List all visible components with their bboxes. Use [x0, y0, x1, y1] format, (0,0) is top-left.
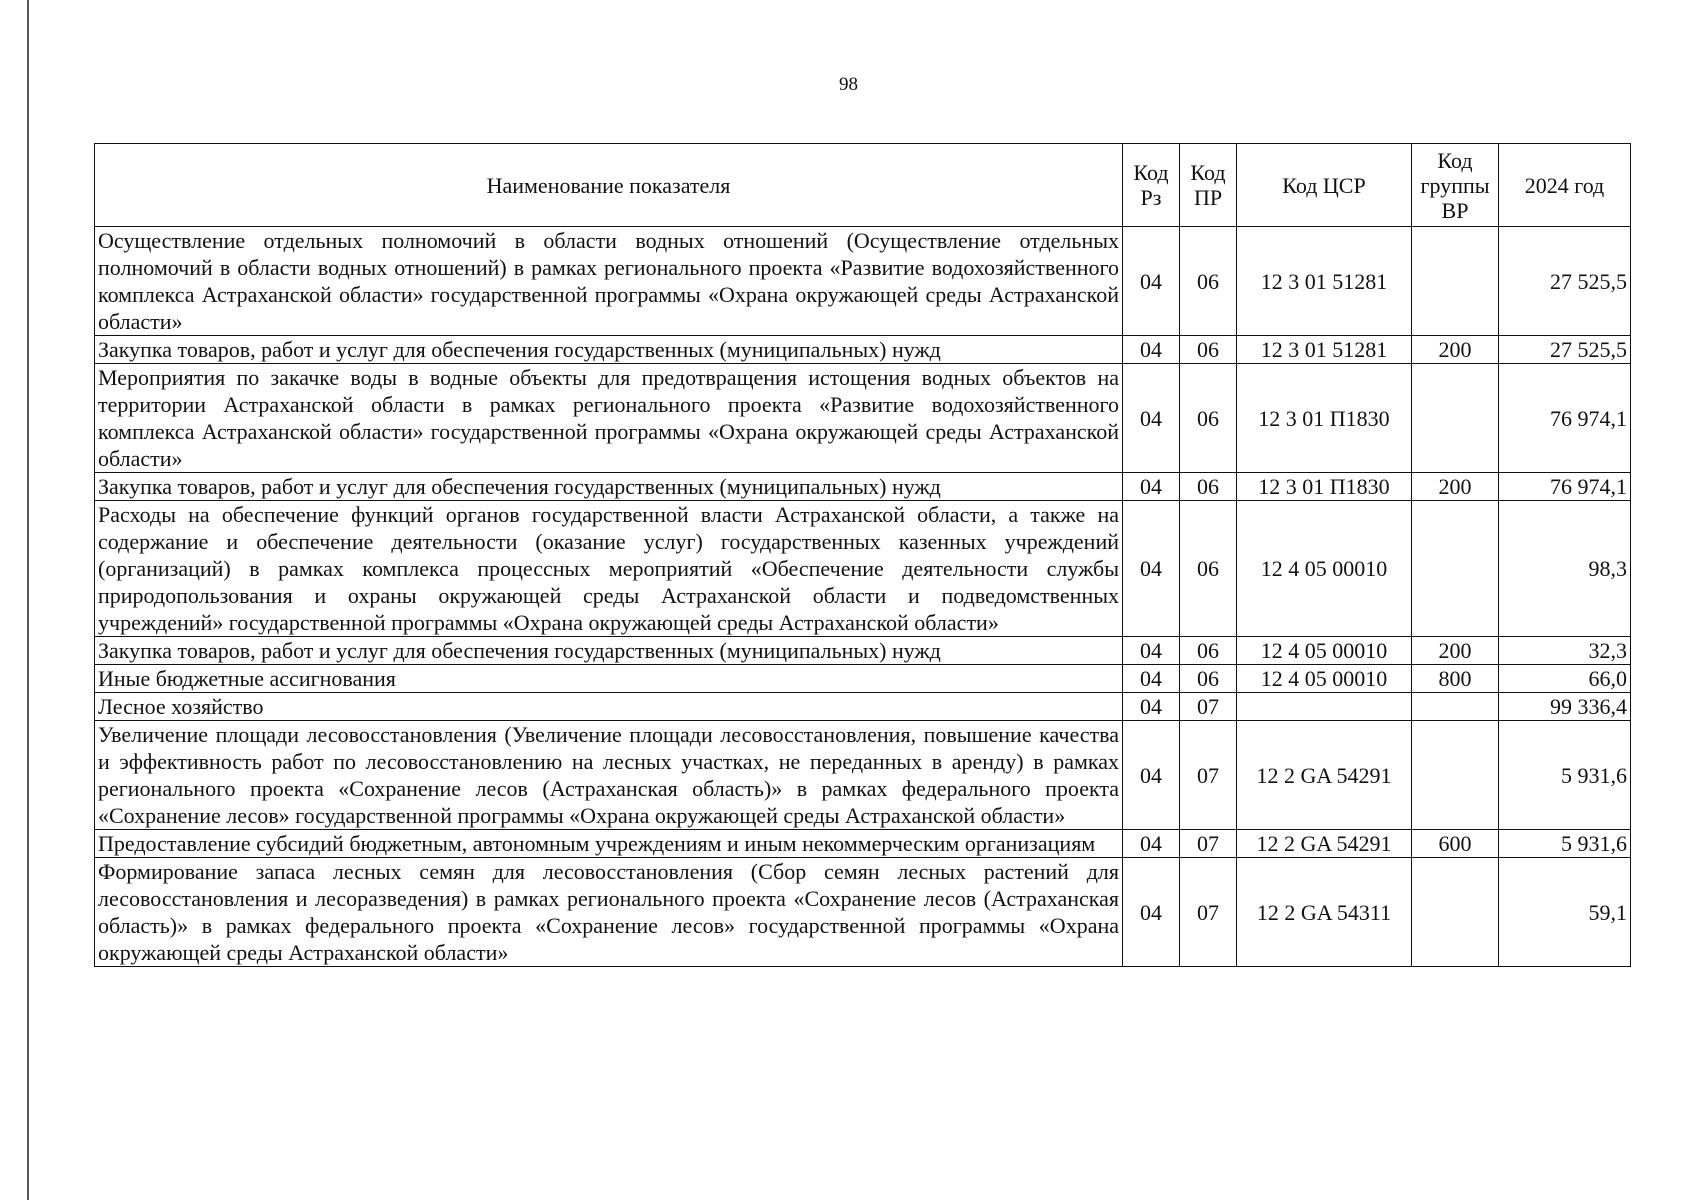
row-pr: 06 [1180, 473, 1237, 501]
table-row [95, 637, 1631, 665]
header-rz: Код Рз [1123, 144, 1180, 227]
row-csr: 12 3 01 П1830 [1237, 473, 1412, 501]
row-vr: 800 [1412, 665, 1499, 693]
row-vr [1412, 364, 1499, 473]
row-amount: 27 525,5 [1499, 336, 1631, 364]
row-vr [1412, 693, 1499, 721]
row-rz: 04 [1123, 858, 1180, 967]
row-pr: 07 [1180, 693, 1237, 721]
row-pr: 06 [1180, 637, 1237, 665]
header-csr: Код ЦСР [1237, 144, 1412, 227]
row-vr [1412, 858, 1499, 967]
row-vr: 200 [1412, 336, 1499, 364]
row-name: Расходы на обеспечение функций органов государственной власти Астраханской области, а также на содержание и обеспечение деятельности (оказание услуг) государственных казенных учреждений (организаций) в рамках комплекса процессных мероприятий «Обеспечение деятельности службы природопользования и охраны окружающей среды Астраханской области и подведомственных учреждений» государственной программы «Охрана окружающей среды Астраханской области» [95, 501, 1123, 637]
row-pr: 06 [1180, 227, 1237, 336]
table-row [95, 227, 1631, 336]
row-vr: 200 [1412, 637, 1499, 665]
row-amount: 76 974,1 [1499, 364, 1631, 473]
row-csr: 12 3 01 П1830 [1237, 364, 1412, 473]
row-pr: 07 [1180, 858, 1237, 967]
row-amount: 27 525,5 [1499, 227, 1631, 336]
row-amount: 66,0 [1499, 665, 1631, 693]
row-amount: 76 974,1 [1499, 473, 1631, 501]
row-pr: 06 [1180, 665, 1237, 693]
row-csr: 12 4 05 00010 [1237, 637, 1412, 665]
row-name: Увеличение площади лесовосстановления (Увеличение площади лесовосстановления, повышение качества и эффективность работ по лесовосстановлению на лесных участках, не переданных в аренду) в рамках регионального проекта «Сохранение лесов (Астраханская область)» в рамках федерального проекта «Сохранение лесов» государственной программы «Охрана окружающей среды Астраханской области» [95, 721, 1123, 830]
row-pr: 07 [1180, 721, 1237, 830]
row-name: Формирование запаса лесных семян для лесовосстановления (Сбор семян лесных растений для лесовосстановления и лесоразведения) в рамках регионального проекта «Сохранение лесов (Астраханская область)» в рамках федерального проекта «Сохранение лесов» государственной программы «Охрана окружающей среды Астраханской области» [95, 858, 1123, 967]
table-row [95, 721, 1631, 830]
row-rz: 04 [1123, 364, 1180, 473]
row-rz: 04 [1123, 227, 1180, 336]
table-header-row [95, 144, 1631, 227]
row-csr: 12 2 GA 54311 [1237, 858, 1412, 967]
header-pr: Код ПР [1180, 144, 1237, 227]
table-row [95, 336, 1631, 364]
row-rz: 04 [1123, 501, 1180, 637]
row-vr: 600 [1412, 830, 1499, 858]
table-row [95, 693, 1631, 721]
table-row [95, 858, 1631, 967]
row-csr [1237, 693, 1412, 721]
table-row [95, 830, 1631, 858]
row-rz: 04 [1123, 830, 1180, 858]
row-amount: 99 336,4 [1499, 693, 1631, 721]
row-name: Предоставление субсидий бюджетным, автономным учреждениям и иным некоммерческим организациям [95, 830, 1123, 858]
header-vr: Код группы ВР [1412, 144, 1499, 227]
page-number: 98 [839, 74, 858, 95]
row-vr [1412, 721, 1499, 830]
table-row [95, 665, 1631, 693]
table-row [95, 364, 1631, 473]
budget-table [94, 143, 1631, 967]
row-name: Закупка товаров, работ и услуг для обеспечения государственных (муниципальных) нужд [95, 637, 1123, 665]
row-pr: 06 [1180, 364, 1237, 473]
row-name: Закупка товаров, работ и услуг для обеспечения государственных (муниципальных) нужд [95, 473, 1123, 501]
row-name: Мероприятия по закачке воды в водные объекты для предотвращения истощения водных объектов на территории Астраханской области в рамках регионального проекта «Развитие водохозяйственного комплекса Астраханской области» государственной программы «Охрана окружающей среды Астраханской области» [95, 364, 1123, 473]
row-name: Лесное хозяйство [95, 693, 1123, 721]
row-rz: 04 [1123, 336, 1180, 364]
row-rz: 04 [1123, 693, 1180, 721]
row-name: Закупка товаров, работ и услуг для обеспечения государственных (муниципальных) нужд [95, 336, 1123, 364]
row-name: Осуществление отдельных полномочий в области водных отношений (Осуществление отдельных полномочий в области водных отношений) в рамках регионального проекта «Развитие водохозяйственного комплекса Астраханской области» государственной программы «Охрана окружающей среды Астраханской области» [95, 227, 1123, 336]
table-row [95, 473, 1631, 501]
header-year: 2024 год [1499, 144, 1631, 227]
row-amount: 59,1 [1499, 858, 1631, 967]
row-amount: 5 931,6 [1499, 721, 1631, 830]
row-csr: 12 3 01 51281 [1237, 336, 1412, 364]
row-vr [1412, 227, 1499, 336]
row-csr: 12 2 GA 54291 [1237, 721, 1412, 830]
row-amount: 98,3 [1499, 501, 1631, 637]
row-amount: 32,3 [1499, 637, 1631, 665]
page-binding-line [27, 0, 29, 1200]
row-csr: 12 3 01 51281 [1237, 227, 1412, 336]
row-amount: 5 931,6 [1499, 830, 1631, 858]
row-vr: 200 [1412, 473, 1499, 501]
row-rz: 04 [1123, 665, 1180, 693]
row-rz: 04 [1123, 721, 1180, 830]
row-pr: 07 [1180, 830, 1237, 858]
row-vr [1412, 501, 1499, 637]
row-csr: 12 4 05 00010 [1237, 665, 1412, 693]
row-rz: 04 [1123, 637, 1180, 665]
row-name: Иные бюджетные ассигнования [95, 665, 1123, 693]
row-pr: 06 [1180, 336, 1237, 364]
header-name: Наименование показателя [95, 144, 1123, 227]
row-pr: 06 [1180, 501, 1237, 637]
row-csr: 12 2 GA 54291 [1237, 830, 1412, 858]
table-row [95, 501, 1631, 637]
row-csr: 12 4 05 00010 [1237, 501, 1412, 637]
row-rz: 04 [1123, 473, 1180, 501]
